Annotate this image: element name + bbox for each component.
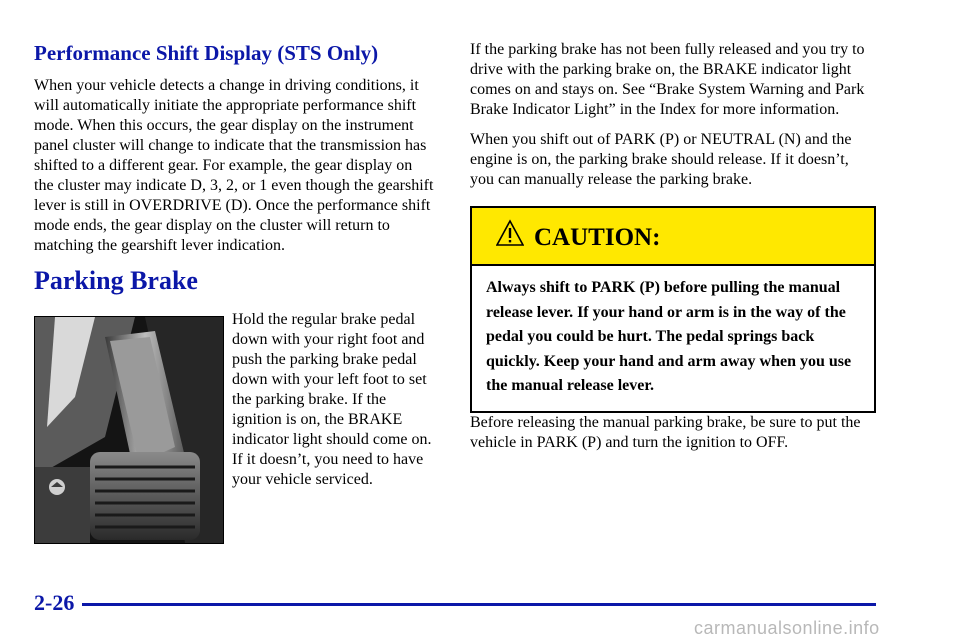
release-instructions-paragraph: Before releasing the manual parking brake, be sure to put the vehicle in PARK (P) and turn the ignition to OFF. [470, 413, 861, 451]
page-number: 2-26 [34, 590, 75, 615]
caution-box [470, 206, 876, 413]
parking-brake-instructions: Hold the regular brake pedal down with your right foot and push the parking brake pedal down with your left foot to set the parking brake. If the ignition is on, the BRAKE indicator light should come on. If it doesn’t, you need to have your vehicle serviced. [232, 311, 432, 488]
parking-brake-pedal-photo [34, 316, 224, 544]
shift-release-paragraph: When you shift out of PARK (P) or NEUTRAL (N) and the engine is on, the parking brake should release. If it doesn’t, you can manually release the parking brake. [470, 131, 852, 188]
brake-warning-paragraph: If the parking brake has not been fully released and you try to drive with the parking brake on, the BRAKE indicator light comes on and stays on. See “Brake System Warning and Park Brake Indicator Light” in the Index for more information. [470, 41, 865, 118]
caution-title: CAUTION: [534, 224, 661, 251]
warning-triangle-icon [496, 219, 524, 247]
section-title: Performance Shift Display (STS Only) [34, 41, 379, 65]
right-column [470, 40, 876, 463]
left-column [34, 40, 434, 542]
brake-block [34, 310, 434, 542]
caution-text: Always shift to PARK (P) before pulling the manual release lever. If your hand or arm is in the way of the pedal you could be hurt. The pedal springs back quickly. Keep your hand and arm away when you use the manual release lever. [486, 279, 852, 394]
page-heading: Parking Brake [34, 266, 198, 295]
section-paragraph: When your vehicle detects a change in driving conditions, it will automatically initiate the appropriate performance shift mode. When this occurs, the gear display on the instrument panel cluster will change to indicate that the transmission has shifted to a different gear. For example, the gear display on the cluster may indicate D, 3, 2, or 1 even though the gearshift lever is still in OVERDRIVE (D). Once the performance shift mode ends, the gear display on the cluster will return to matching the gearshift lever indication. [34, 77, 434, 254]
footer-divider [82, 603, 876, 606]
caution-header [472, 208, 874, 266]
watermark-text: carmanualsonline.info [694, 618, 880, 638]
